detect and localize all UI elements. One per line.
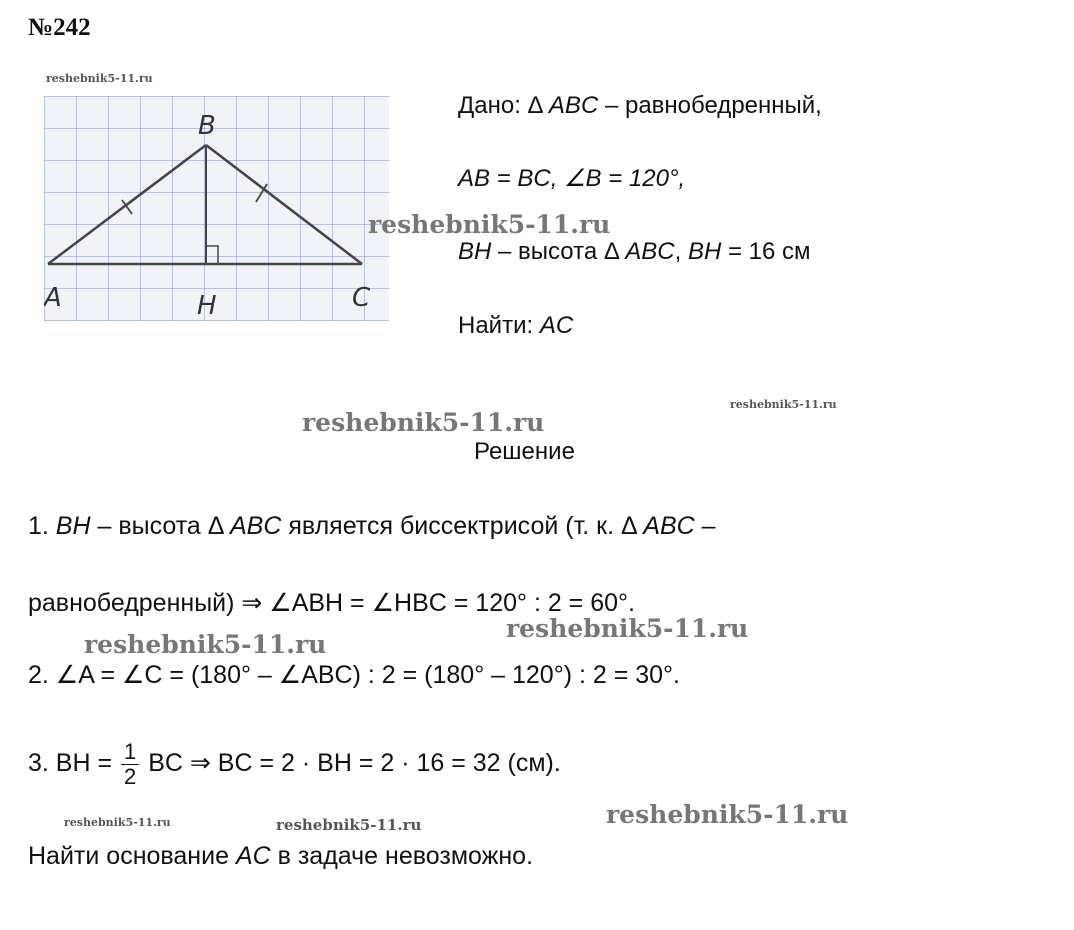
watermark: reshebnik5-11.ru xyxy=(84,630,327,659)
watermark: reshebnik5-11.ru xyxy=(46,72,153,85)
triangle-diagram xyxy=(44,96,389,321)
watermark: reshebnik5-11.ru xyxy=(606,800,849,829)
label-b: B xyxy=(198,111,216,141)
watermark: reshebnik5-11.ru xyxy=(506,614,749,643)
given-line-1: Дано: Δ ABC – равнобедренный, xyxy=(458,92,822,119)
step-1-line-1: 1. BH – высота Δ ABC является биссектрисой (т. к. Δ ABC – xyxy=(28,512,716,540)
label-h: H xyxy=(197,291,217,321)
find-line: Найти: AC xyxy=(458,312,574,339)
conclusion: Найти основание AC в задаче невозможно. xyxy=(28,842,534,870)
fraction-one-half: $\frac{1}{2}$ xyxy=(121,740,139,789)
step-3: 3. BH = $\frac{1}{2}$ BC ⇒ BC = 2 · BH = 2 · 16 = 32 (см). xyxy=(28,739,561,789)
triangle-figure xyxy=(44,96,389,321)
label-c: C xyxy=(352,283,371,313)
solution-heading: Решение xyxy=(474,438,575,465)
grid-paper xyxy=(44,96,389,321)
given-line-3: BH – высота Δ ABC, BH = 16 см xyxy=(458,238,811,265)
label-a: A xyxy=(44,283,62,313)
watermark: reshebnik5-11.ru xyxy=(302,408,545,437)
watermark: reshebnik5-11.ru xyxy=(730,398,837,411)
step-2: 2. ∠A = ∠C = (180° – ∠ABC) : 2 = (180° – 120°) : 2 = 30°. xyxy=(28,661,681,689)
watermark: reshebnik5-11.ru xyxy=(64,816,171,829)
problem-number: №242 xyxy=(28,14,91,41)
given-line-2: AB = BC, ∠B = 120°, xyxy=(458,165,686,192)
step-1-line-2: равнобедренный) ⇒ ∠ABH = ∠HBC = 120° : 2 = 60°. xyxy=(28,589,635,617)
watermark: reshebnik5-11.ru xyxy=(368,210,611,239)
watermark: reshebnik5-11.ru xyxy=(276,816,422,834)
